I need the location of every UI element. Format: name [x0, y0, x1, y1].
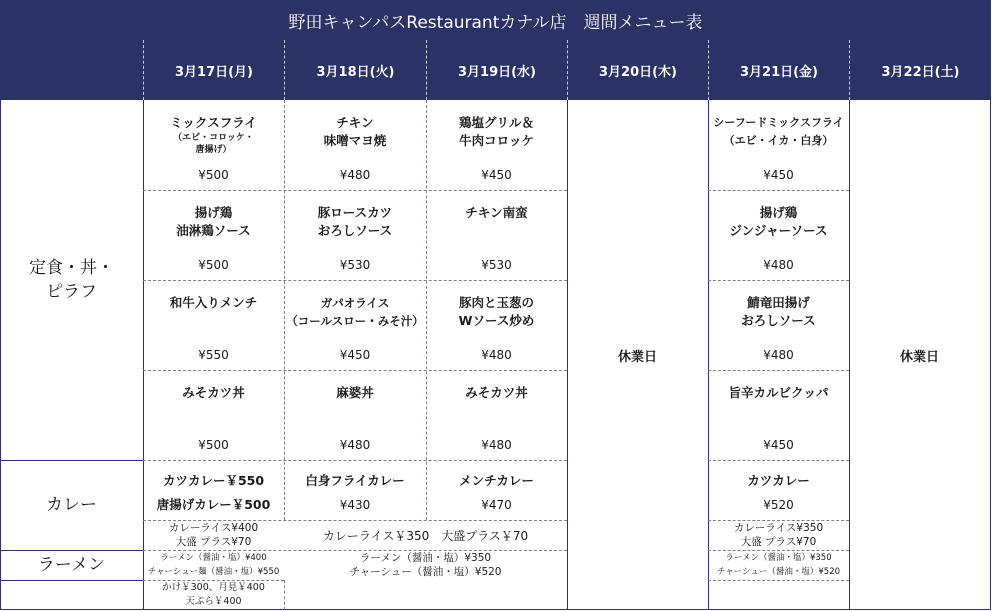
category-curry: カレー — [46, 495, 97, 515]
dish-price: ¥500 — [198, 168, 229, 182]
ramen-mon: ラーメン（醤油・塩）¥400 チャーシュー麺（醤油・塩）¥550 — [147, 553, 280, 577]
curry-standard-mon: カレーライス¥400 大盛 プラス¥70 — [168, 522, 259, 548]
menu-item — [708, 280, 849, 370]
dish-price: ¥480 — [481, 438, 512, 452]
day-label: 3月20日(木) — [598, 64, 678, 80]
dish-name: カツカレー￥550 — [162, 473, 265, 488]
day-label: 3月18日(火) — [316, 64, 395, 80]
dish-name: 豚ロースカツ おろしソース — [317, 205, 393, 238]
dish-name: 豚肉と玉葱の Wソース炒め — [458, 295, 535, 328]
dish-name: 鯖竜田揚げ おろしソース — [741, 295, 816, 328]
dish-price: ¥530 — [339, 258, 371, 272]
dish-name: 麻婆丼 — [336, 385, 374, 400]
table-border-bottom — [0, 609, 991, 610]
menu-item — [708, 190, 849, 280]
dish-name: ガパオライス （コールスロー・みそ汁） — [286, 296, 424, 328]
menu-item — [284, 280, 426, 370]
dish-price: ¥530 — [481, 258, 512, 272]
dish-price: ¥480 — [481, 348, 512, 362]
dish-price: ¥480 — [763, 258, 794, 272]
category-ramen: ラーメン — [37, 555, 106, 575]
curry-mon — [143, 460, 284, 520]
dish-price: ¥500 — [198, 258, 229, 272]
category-teishoku: 定食・丼・ ピラフ — [29, 258, 114, 302]
menu-item — [143, 100, 284, 190]
menu-item — [426, 190, 567, 280]
dish-price: ¥450 — [339, 348, 371, 362]
dish-name: 唐揚げカレー￥500 — [156, 497, 271, 512]
menu-item — [284, 370, 426, 460]
soba-mon: かけ￥300、月見￥400 天ぷら￥400 — [162, 582, 265, 607]
curry-tue — [284, 460, 426, 520]
page-title-text: 野田キャンパスRestaurantカナル店 週間メニュー表 — [288, 12, 703, 33]
dish-name: シーフードミックスフライ （エビ・イカ・白身） — [713, 116, 844, 147]
dish-name: 揚げ鶏 ジンジャーソース — [729, 205, 828, 238]
header-day-fri — [708, 40, 849, 100]
curry-standard-tuewed: カレーライス￥350 大盛プラス￥70 — [322, 528, 529, 543]
day-label: 3月19日(水) — [457, 64, 537, 80]
category-sep-3 — [0, 580, 143, 581]
menu-item — [143, 190, 284, 280]
menu-item — [143, 370, 284, 460]
dish-price: ¥430 — [339, 498, 371, 512]
day-label: 3月17日(月) — [174, 64, 254, 80]
dish-name: チキン 味噌マヨ焼 — [323, 115, 387, 148]
ramen-fri: ラーメン（醤油・塩）¥350 チャーシュー（醤油・塩）¥520 — [716, 553, 841, 577]
curry-fri — [708, 460, 849, 520]
menu-item — [284, 190, 426, 280]
divider — [708, 580, 849, 581]
header-day-thu — [567, 40, 708, 100]
menu-item — [426, 100, 567, 190]
header-day-tue — [284, 40, 426, 100]
dish-price: ¥480 — [339, 168, 371, 182]
dish-name: ミックスフライ — [170, 115, 257, 130]
table-border-right — [990, 100, 991, 610]
dish-price: ¥520 — [763, 498, 794, 512]
menu-item — [708, 370, 849, 460]
dish-name: カツカレー — [747, 473, 810, 488]
dish-price: ¥500 — [198, 438, 229, 452]
dish-name: 旨辛カルビクッパ — [728, 385, 829, 400]
dish-price: ¥450 — [763, 438, 794, 452]
dish-price: ¥480 — [763, 348, 794, 362]
menu-item — [708, 100, 849, 190]
menu-item — [284, 100, 426, 190]
header-day-sat — [849, 40, 991, 100]
dish-price: ¥450 — [481, 168, 512, 182]
dish-price: ¥470 — [481, 498, 512, 512]
dish-note: （エビ・コロッケ・ 唐揚げ） — [173, 133, 254, 155]
dish-price: ¥480 — [339, 438, 371, 452]
closed-saturday: 休業日 — [899, 349, 939, 365]
curry-wed — [426, 460, 567, 520]
dish-name: みそカツ丼 — [182, 385, 245, 400]
dish-name: 和牛入りメンチ — [169, 295, 258, 310]
header-day-mon — [143, 40, 284, 100]
menu-item — [426, 370, 567, 460]
dish-name: 揚げ鶏 油淋鶏ソース — [176, 205, 251, 238]
header-corner — [0, 40, 143, 100]
header-day-wed — [426, 40, 567, 100]
dish-name: チキン南蛮 — [465, 205, 528, 220]
day-label: 3月22日(土) — [881, 64, 960, 80]
ramen-tuewed: ラーメン（醤油・塩）¥350 チャーシュー（醤油・塩）¥520 — [349, 552, 502, 578]
dish-name: メンチカレー — [459, 473, 534, 488]
menu-item — [143, 280, 284, 370]
closed-thursday: 休業日 — [617, 349, 657, 365]
dish-price: ¥450 — [763, 168, 794, 182]
dish-name: みそカツ丼 — [465, 385, 528, 400]
dish-name: 白身フライカレー — [305, 473, 405, 488]
dish-price: ¥550 — [198, 348, 229, 362]
menu-item — [426, 280, 567, 370]
dish-name: 鶏塩グリル＆ 牛肉コロッケ — [458, 115, 534, 148]
page-title — [0, 0, 991, 40]
divider — [284, 580, 285, 610]
day-label: 3月21日(金) — [739, 64, 819, 80]
curry-standard-fri: カレーライス¥350 大盛 プラス¥70 — [733, 522, 824, 548]
